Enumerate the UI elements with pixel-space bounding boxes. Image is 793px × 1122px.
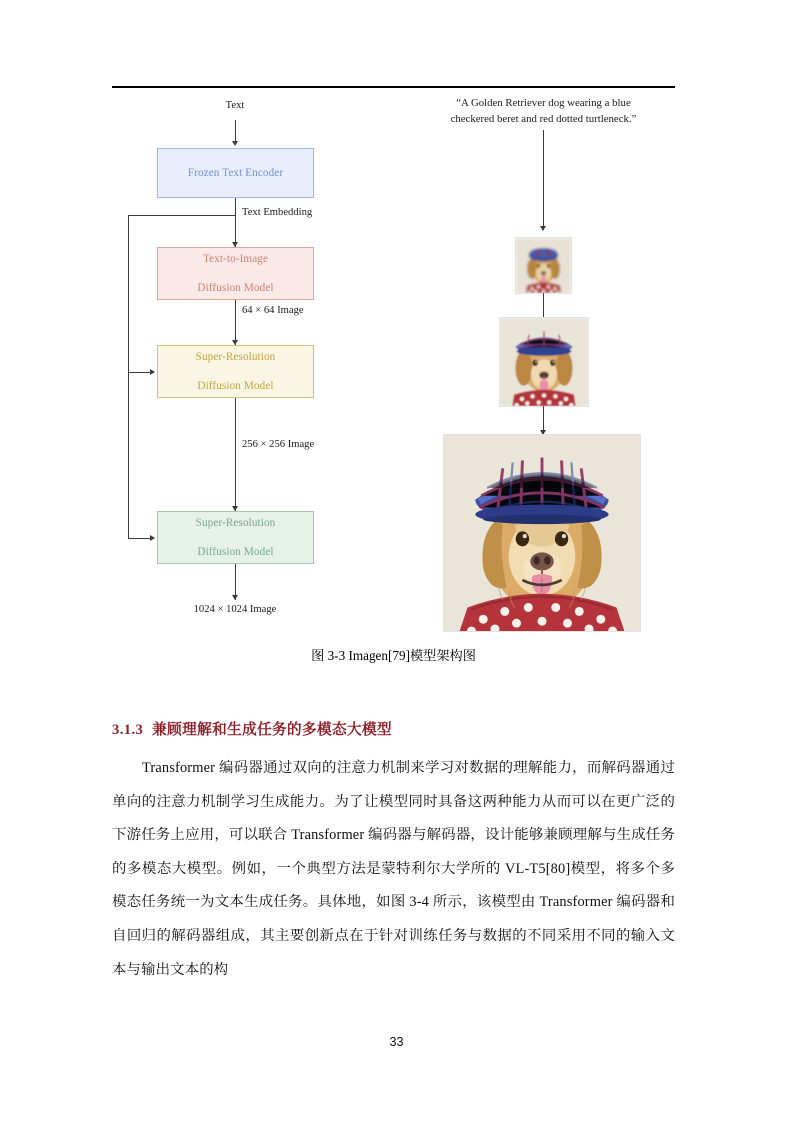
figure-caption: 图 3-3 Imagen[79]模型架构图 bbox=[311, 648, 476, 663]
page-number: 33 bbox=[389, 1035, 404, 1049]
flow-input-label: Text bbox=[225, 100, 245, 111]
header-rule bbox=[112, 86, 675, 88]
edge-embedding-rail bbox=[128, 215, 129, 538]
edge-embedding-branch bbox=[128, 215, 236, 216]
edge-label-img-256: 256 × 256 Image bbox=[242, 439, 315, 450]
arrowhead-img64 bbox=[540, 226, 546, 231]
figure-3-3 bbox=[112, 92, 675, 632]
node-text-to-image-diffusion bbox=[157, 247, 314, 300]
edge-label-img-64: 64 × 64 Image bbox=[242, 305, 304, 316]
imagen-architecture-diagram bbox=[112, 92, 382, 632]
node-t2i-line2: Diffusion Model bbox=[197, 281, 274, 294]
edge-text-to-encoder bbox=[235, 120, 236, 142]
node-t2i-line1: Text-to-Image bbox=[202, 252, 269, 265]
section-heading bbox=[112, 718, 392, 739]
arrowhead-sr2-side bbox=[150, 535, 155, 541]
edge-label-text-embedding: Text Embedding bbox=[242, 207, 313, 218]
node-sr1-line1: Super-Resolution bbox=[195, 350, 276, 363]
edge-prompt-to-img64 bbox=[543, 130, 544, 230]
edge-sr1-to-sr2 bbox=[235, 398, 236, 511]
generated-image-64 bbox=[516, 238, 571, 293]
prompt-text bbox=[412, 96, 675, 127]
paragraph-text: Transformer 编码器通过双向的注意力机制来学习对数据的理解能力，而解码器通过单向的注意力机制学习生成能力。为了让模型同时具备这两种能力从而可以在更广泛的下游任务上应用，可以联合 Transformer 编码器与解码器，设计能够兼顾理解与生成任务的多模态大模型。例如，一个典型方法是蒙特利尔大学所的 VL-T5[80]模型，将多个多模态任务统一为文本生成任务。具体地，如图 3-4 所示，该模型由 Transformer 编码器和自回归的解码器组成，其主要创新点在于针对训练任务与数据的不同采用不同的输入文本与输出文本的构 bbox=[112, 760, 675, 978]
arrowhead-sr1-side bbox=[150, 369, 155, 375]
edge-encoder-to-t2i bbox=[235, 198, 236, 248]
arrowhead-output bbox=[232, 595, 238, 600]
body-paragraph bbox=[112, 752, 675, 987]
node-super-resolution-1 bbox=[157, 345, 314, 398]
arrowhead-encoder bbox=[232, 141, 238, 146]
node-frozen-text-encoder-label: Frozen Text Encoder bbox=[187, 166, 284, 179]
node-sr2-line1: Super-Resolution bbox=[195, 516, 276, 529]
edge-t2i-to-sr1 bbox=[235, 300, 236, 345]
node-frozen-text-encoder bbox=[157, 148, 314, 198]
generated-image-256 bbox=[500, 318, 588, 406]
edge-label-img-1024: 1024 × 1024 Image bbox=[193, 604, 277, 615]
prompt-line-1: “A Golden Retriever dog wearing a blue bbox=[456, 97, 631, 109]
section-number: 3.1.3 bbox=[112, 722, 144, 738]
imagen-sample-column bbox=[412, 92, 675, 632]
node-sr1-line2: Diffusion Model bbox=[197, 379, 274, 392]
node-sr2-line2: Diffusion Model bbox=[197, 545, 274, 558]
section-title: 兼顾理解和生成任务的多模态大模型 bbox=[152, 722, 393, 738]
generated-image-1024 bbox=[444, 435, 640, 631]
node-super-resolution-2 bbox=[157, 511, 314, 564]
prompt-line-2: checkered beret and red dotted turtleneck.” bbox=[450, 112, 637, 125]
